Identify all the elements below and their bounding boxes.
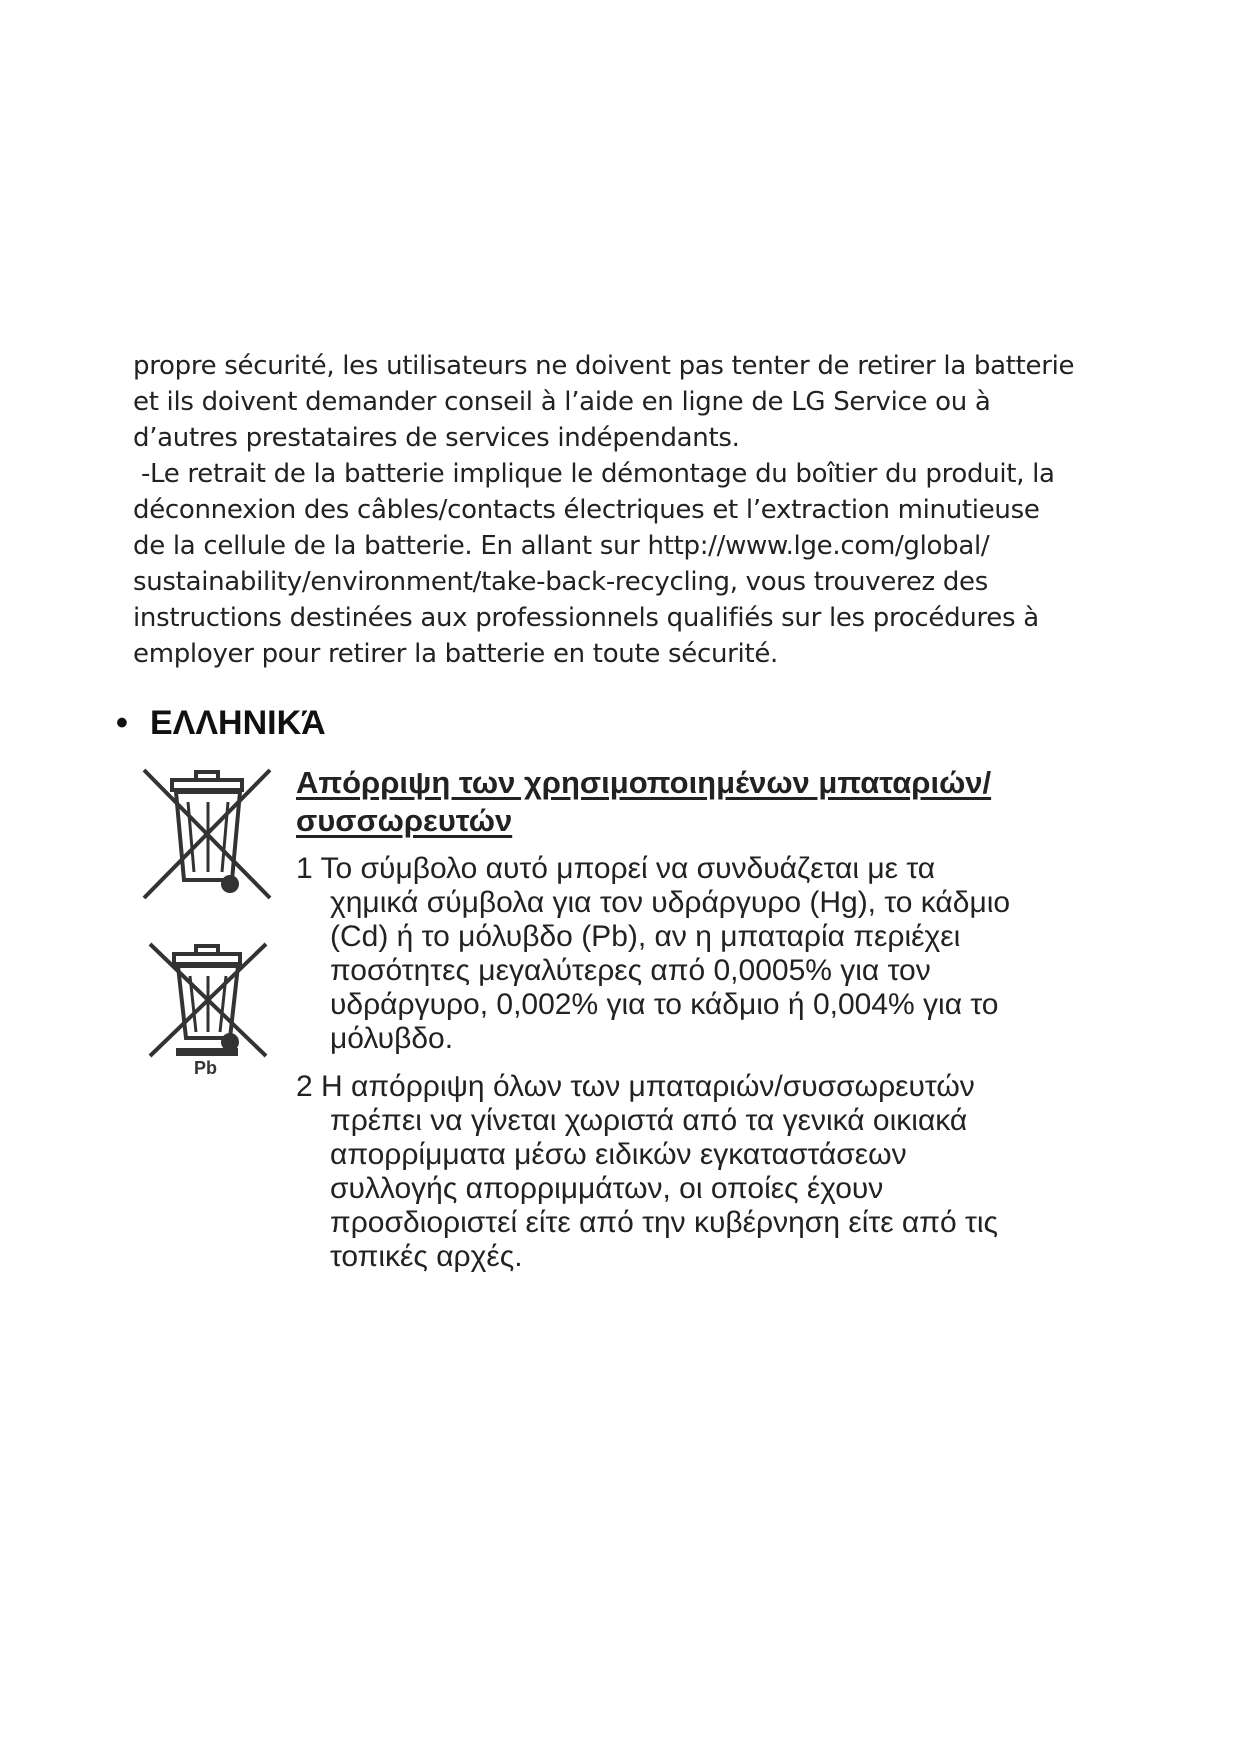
pb-label: Pb [194, 1058, 218, 1078]
item-line: απορρίμματα μέσω ειδικών εγκαταστάσεων [330, 1138, 907, 1171]
disposal-title [296, 764, 1116, 840]
section-heading-text: ΕΛΛΗΝΙΚΆ [150, 704, 326, 742]
item-line: ποσότητες μεγαλύτερες από 0,0005% για τον [330, 954, 931, 987]
crossed-out-wheelie-bin-pb-icon [146, 938, 270, 1084]
item-line: 2 Η απόρριψη όλων των μπαταριών/συσσωρευτών [296, 1070, 975, 1103]
item-line: προσδιοριστεί είτε από την κυβέρνηση είτε από τις [330, 1206, 998, 1239]
item-line: 1 Το σύμβολο αυτό μπορεί να συνδυάζεται με τα [296, 852, 936, 885]
list-item [296, 852, 1126, 1056]
french-line: et ils doivent demander conseil à l’aide en ligne de LG Service ou à [133, 387, 991, 417]
french-line: sustainability/environment/take-back-recycling, vous trouverez des [133, 567, 988, 597]
french-line: d’autres prestataires de services indépendants. [133, 423, 740, 453]
crossed-out-wheelie-bin-icon [140, 762, 276, 902]
list-item [296, 1070, 1126, 1274]
item-line: συλλογής απορριμμάτων, οι οποίες έχουν [330, 1172, 884, 1205]
french-line: propre sécurité, les utilisateurs ne doivent pas tenter de retirer la batterie [133, 351, 1075, 381]
item-line: τοπικές αρχές. [330, 1240, 523, 1273]
section-heading [116, 704, 326, 743]
bullet-marker: • [116, 704, 128, 742]
title-line: Απόρριψη των χρησιμοποιημένων μπαταριών/ [296, 765, 992, 800]
french-line: de la cellule de la batterie. En allant sur http://www.lge.com/global/ [133, 531, 990, 561]
title-line: συσσωρευτών [296, 803, 513, 838]
french-line: employer pour retirer la batterie en toute sécurité. [133, 639, 779, 669]
item-line: πρέπει να γίνεται χωριστά από τα γενικά οικιακά [330, 1104, 968, 1137]
french-line: -Le retrait de la batterie implique le démontage du boîtier du produit, la [133, 459, 1055, 489]
item-line: υδράργυρο, 0,002% για το κάδμιο ή 0,004% για το [330, 988, 999, 1021]
french-paragraph [133, 348, 1133, 672]
item-line: μόλυβδο. [330, 1022, 454, 1055]
item-line: χημικά σύμβολα για τον υδράργυρο (Hg), το κάδμιο [330, 886, 1011, 919]
french-line: déconnexion des câbles/contacts électriques et l’extraction minutieuse [133, 495, 1040, 525]
item-line: (Cd) ή το μόλυβδο (Pb), αν η μπαταρία περιέχει [330, 920, 961, 953]
french-line: instructions destinées aux professionnels qualifiés sur les procédures à [133, 603, 1039, 633]
